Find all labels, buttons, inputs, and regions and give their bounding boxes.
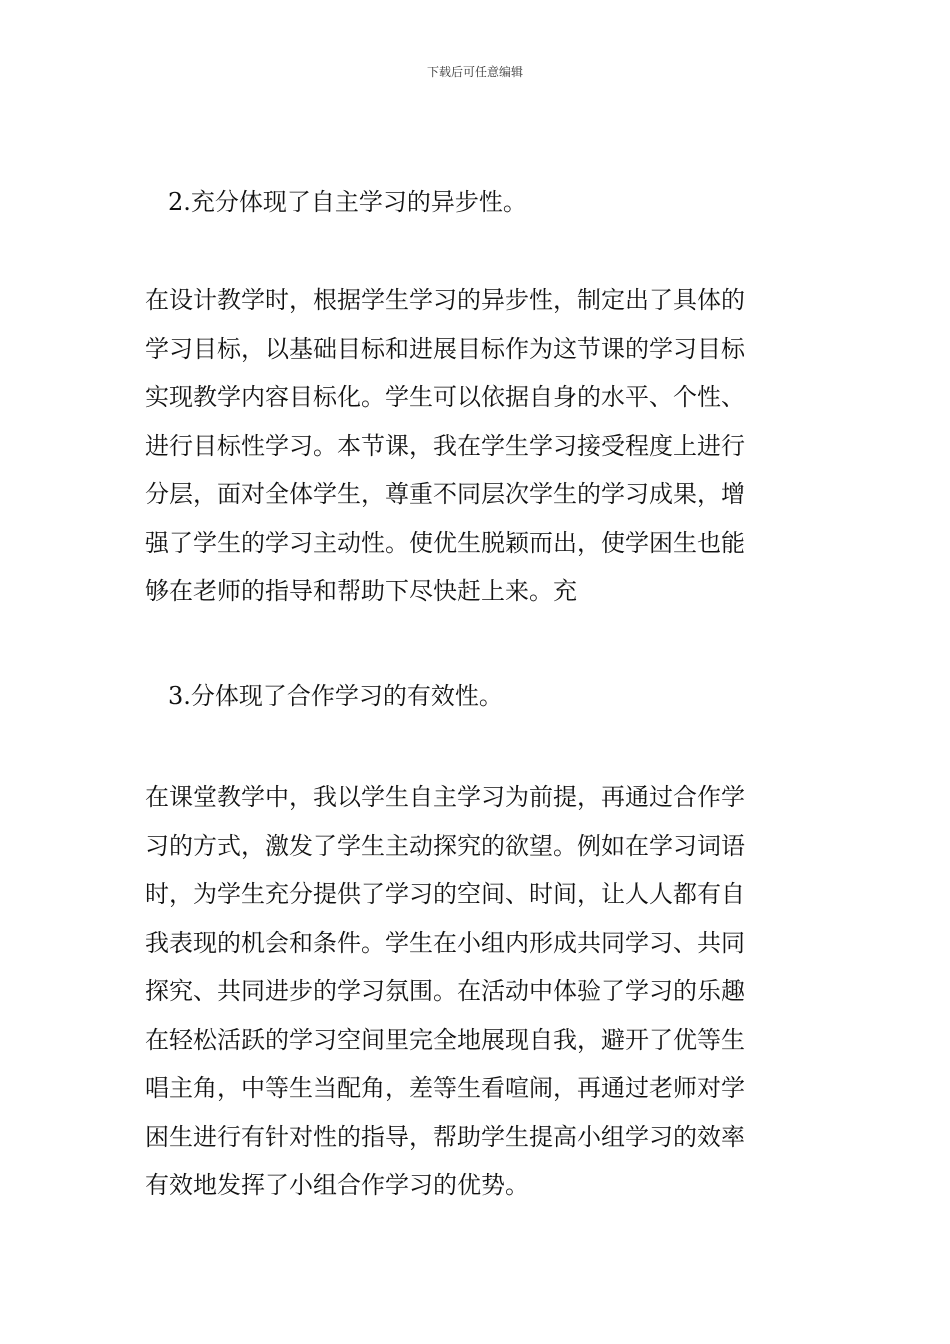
paragraph-line: 习的方式，激发了学生主动探究的欲望。例如在学习词语	[145, 831, 745, 860]
paragraph-line: 学习目标，以基础目标和进展目标作为这节课的学习目标	[145, 334, 745, 363]
paragraph-line: 在轻松活跃的学习空间里完全地展现自我，避开了优等生	[145, 1025, 745, 1054]
paragraph-line: 在设计教学时，根据学生学习的异步性，制定出了具体的	[145, 286, 745, 314]
section-3-paragraph	[145, 773, 810, 1210]
paragraph-line: 探究、共同进步的学习氛围。在活动中体验了学习的乐趣	[145, 977, 745, 1005]
paragraph-line: 困生进行有针对性的指导，帮助学生提高小组学习的效率	[145, 1122, 745, 1151]
paragraph-line: 实现教学内容目标化。学生可以依据自身的水平、个性、	[145, 383, 745, 411]
paragraph-line: 时，为学生充分提供了学习的空间、时间，让人人都有自	[145, 880, 745, 908]
paragraph-line: 强了学生的学习主动性。使优生脱颖而出，使学困生也能	[145, 528, 745, 557]
paragraph-line: 我表现的机会和条件。学生在小组内形成共同学习、共同	[145, 928, 745, 957]
section-3-heading: 3.分体现了合作学习的有效性。	[168, 682, 503, 710]
paragraph-line: 够在老师的指导和帮助下尽快赶上来。充	[145, 577, 577, 605]
page-header: 下载后可任意编辑	[426, 65, 523, 79]
section-2-paragraph	[145, 276, 810, 616]
paragraph-line: 在课堂教学中，我以学生自主学习为前提，再通过合作学	[145, 783, 745, 811]
paragraph-line: 分层，面对全体学生，尊重不同层次学生的学习成果，增	[145, 480, 745, 508]
section-2-heading: 2.充分体现了自主学习的异步性。	[168, 188, 527, 216]
paragraph-line: 进行目标性学习。本节课，我在学生学习接受程度上进行	[145, 431, 745, 460]
paragraph-line: 有效地发挥了小组合作学习的优势。	[145, 1171, 529, 1199]
paragraph-line: 唱主角，中等生当配角，差等生看喧闹，再通过老师对学	[145, 1074, 745, 1102]
